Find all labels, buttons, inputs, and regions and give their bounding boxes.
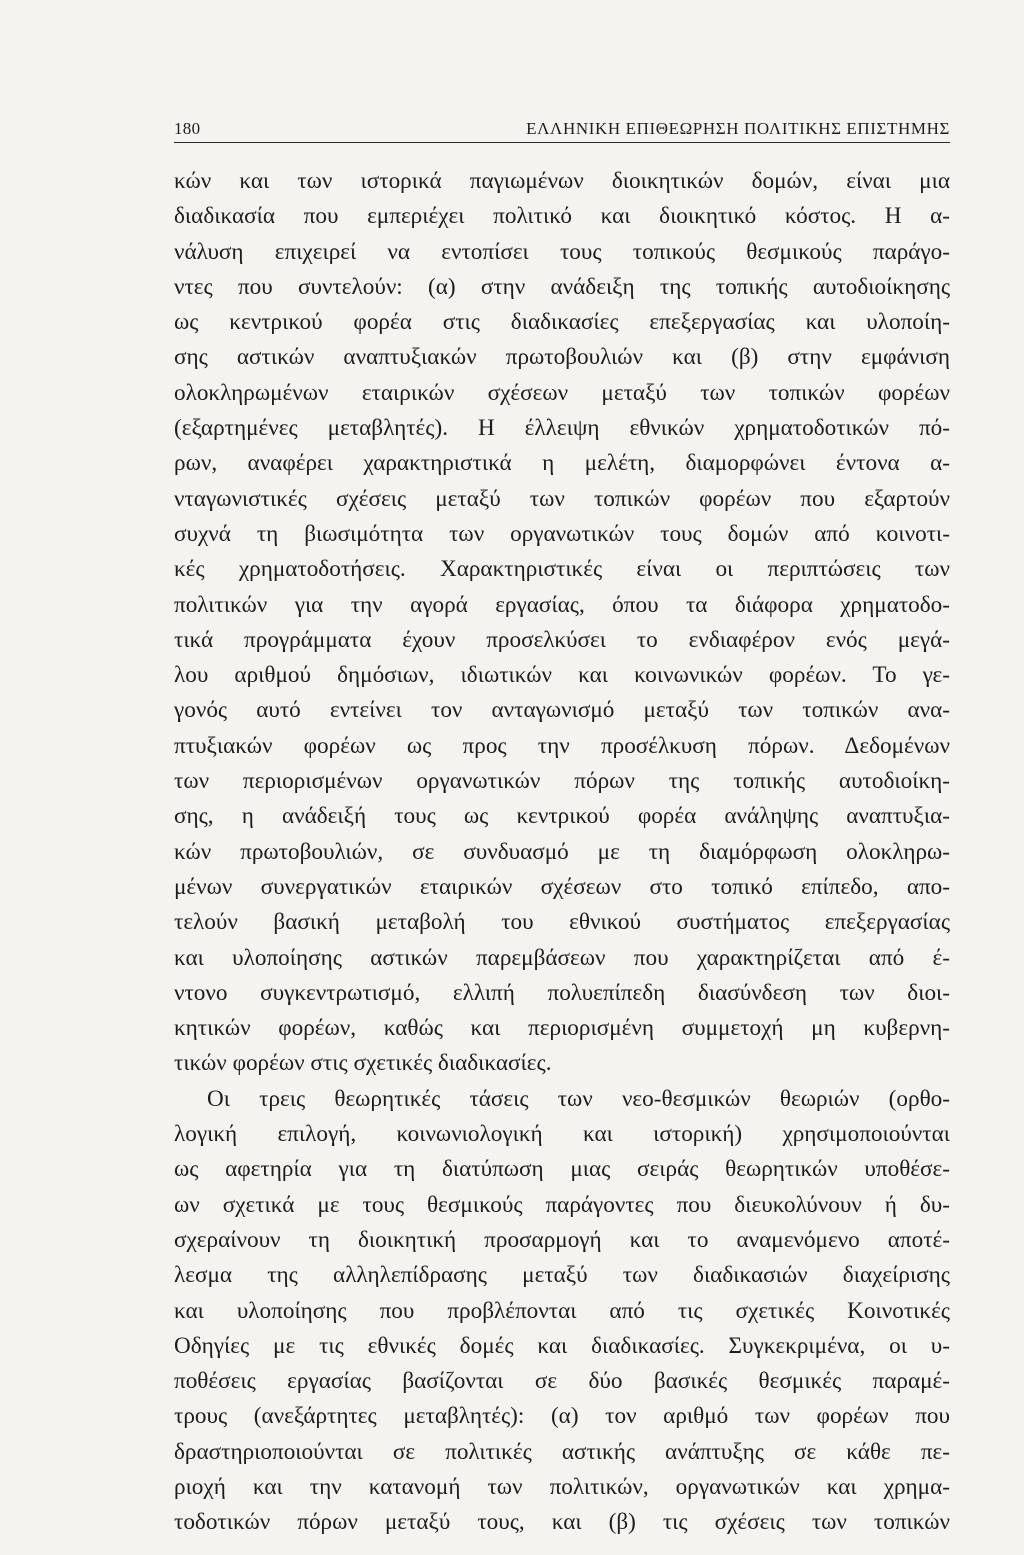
- text-line: και υλοποίησης που προβλέπονται από τις σχετικές Κοινοτικές: [174, 1297, 950, 1324]
- text-line: κών πρωτοβουλιών, σε συνδυασμό με τη διαμόρφωση ολοκληρω-: [174, 838, 950, 865]
- text-line: τοδοτικών πόρων μεταξύ τους, και (β) τις σχέσεις των τοπικών: [174, 1509, 950, 1536]
- text-line: λεσμα της αλληλεπίδρασης μεταξύ των διαδικασιών διαχείρισης: [174, 1262, 950, 1289]
- text-line: δραστηριοποιούνται σε πολιτικές αστικής ανάπτυξης σε κάθε πε-: [174, 1438, 950, 1465]
- text-line: σχεραίνουν τη διοικητική προσαρμογή και το αναμενόμενο αποτέ-: [174, 1226, 950, 1253]
- text-line: πολιτικών για την αγορά εργασίας, όπου τα διάφορα χρηματοδο-: [174, 591, 950, 618]
- text-line: ολοκληρωμένων εταιρικών σχέσεων μεταξύ των τοπικών φορέων: [174, 379, 950, 406]
- text-line: ρων, αναφέρει χαρακτηριστικά η μελέτη, διαμορφώνει έντονα α-: [174, 450, 950, 477]
- text-line: κητικών φορέων, καθώς και περιορισμένη συμμετοχή μη κυβερνη-: [174, 1015, 950, 1042]
- text-line: σης, η ανάδειξή τους ως κεντρικού φορέα ανάληψης αναπτυξια-: [174, 803, 950, 830]
- text-line: τελούν βασική μεταβολή του εθνικού συστήματος επεξεργασίας: [174, 909, 950, 936]
- paragraph: [174, 164, 950, 1082]
- page-number: 180: [174, 119, 201, 138]
- text-line: συχνά τη βιωσιμότητα των οργανωτικών τους δομών από κοινοτι-: [174, 520, 950, 547]
- text-line: λογική επιλογή, κοινωνιολογική και ιστορική) χρησιμοποιούνται: [174, 1121, 950, 1148]
- text-line: ποθέσεις εργασίας βασίζονται σε δύο βασικές θεσμικές παραμέ-: [174, 1368, 950, 1395]
- body-text: [174, 164, 950, 1541]
- text-line: γονός αυτό εντείνει τον ανταγωνισμό μεταξύ των τοπικών ανα-: [174, 697, 950, 724]
- text-line: των περιορισμένων οργανωτικών πόρων της τοπικής αυτοδιοίκη-: [174, 768, 950, 795]
- text-line: τικά προγράμματα έχουν προσελκύσει το ενδιαφέρον ενός μεγά-: [174, 626, 950, 653]
- text-line: ως αφετηρία για τη διατύπωση μιας σειράς θεωρητικών υποθέσε-: [174, 1156, 950, 1183]
- text-line: τικών φορέων στις σχετικές διαδικασίες.: [174, 1050, 552, 1077]
- text-line: ριοχή και την κατανομή των πολιτικών, οργανωτικών και χρημα-: [174, 1473, 950, 1500]
- text-line: πτυξιακών φορέων ως προς την προσέλκυση πόρων. Δεδομένων: [174, 732, 950, 759]
- paragraph: [174, 1082, 950, 1541]
- text-line: Οι τρεις θεωρητικές τάσεις των νεο-θεσμικών θεωριών (ορθο-: [207, 1085, 950, 1112]
- text-line: σης αστικών αναπτυξιακών πρωτοβουλιών και (β) στην εμφάνιση: [174, 344, 950, 371]
- text-line: ων σχετικά με τους θεσμικούς παράγοντες που διευκολύνουν ή δυ-: [174, 1191, 950, 1218]
- text-line: τρους (ανεξάρτητες μεταβλητές): (α) τον αριθμό των φορέων που: [174, 1403, 950, 1430]
- text-line: ντες που συντελούν: (α) στην ανάδειξη της τοπικής αυτοδιοίκησης: [174, 273, 950, 300]
- text-line: Οδηγίες με τις εθνικές δομές και διαδικασίες. Συγκεκριμένα, οι υ-: [174, 1332, 950, 1359]
- text-line: και υλοποίησης αστικών παρεμβάσεων που χαρακτηρίζεται από έ-: [174, 944, 950, 971]
- text-line: μένων συνεργατικών εταιρικών σχέσεων στο τοπικό επίπεδο, απο-: [174, 873, 950, 900]
- text-line: διαδικασία που εμπεριέχει πολιτικό και διοικητικό κόστος. Η α-: [174, 203, 950, 230]
- running-header: [174, 118, 950, 143]
- text-line: νάλυση επιχειρεί να εντοπίσει τους τοπικούς θεσμικούς παράγο-: [174, 238, 950, 265]
- text-line: λου αριθμού δημόσιων, ιδιωτικών και κοινωνικών φορέων. Το γε-: [174, 662, 950, 689]
- text-line: ντονο συγκεντρωτισμό, ελλιπή πολυεπίπεδη διασύνδεση των διοι-: [174, 979, 950, 1006]
- text-line: κών και των ιστορικά παγιωμένων διοικητικών δομών, είναι μια: [174, 168, 950, 194]
- text-line: νταγωνιστικές σχέσεις μεταξύ των τοπικών φορέων που εξαρτούν: [174, 485, 950, 512]
- text-line: ως κεντρικού φορέα στις διαδικασίες επεξεργασίας και υλοποίη-: [174, 309, 950, 336]
- journal-title: ΕΛΛΗΝΙΚΗ ΕΠΙΘΕΩΡΗΣΗ ΠΟΛΙΤΙΚΗΣ ΕΠΙΣΤΗΜΗΣ: [526, 119, 950, 138]
- text-line: κές χρηματοδοτήσεις. Χαρακτηριστικές είναι οι περιπτώσεις των: [174, 556, 950, 583]
- text-line: (εξαρτημένες μεταβλητές). Η έλλειψη εθνικών χρηματοδοτικών πό-: [174, 415, 950, 442]
